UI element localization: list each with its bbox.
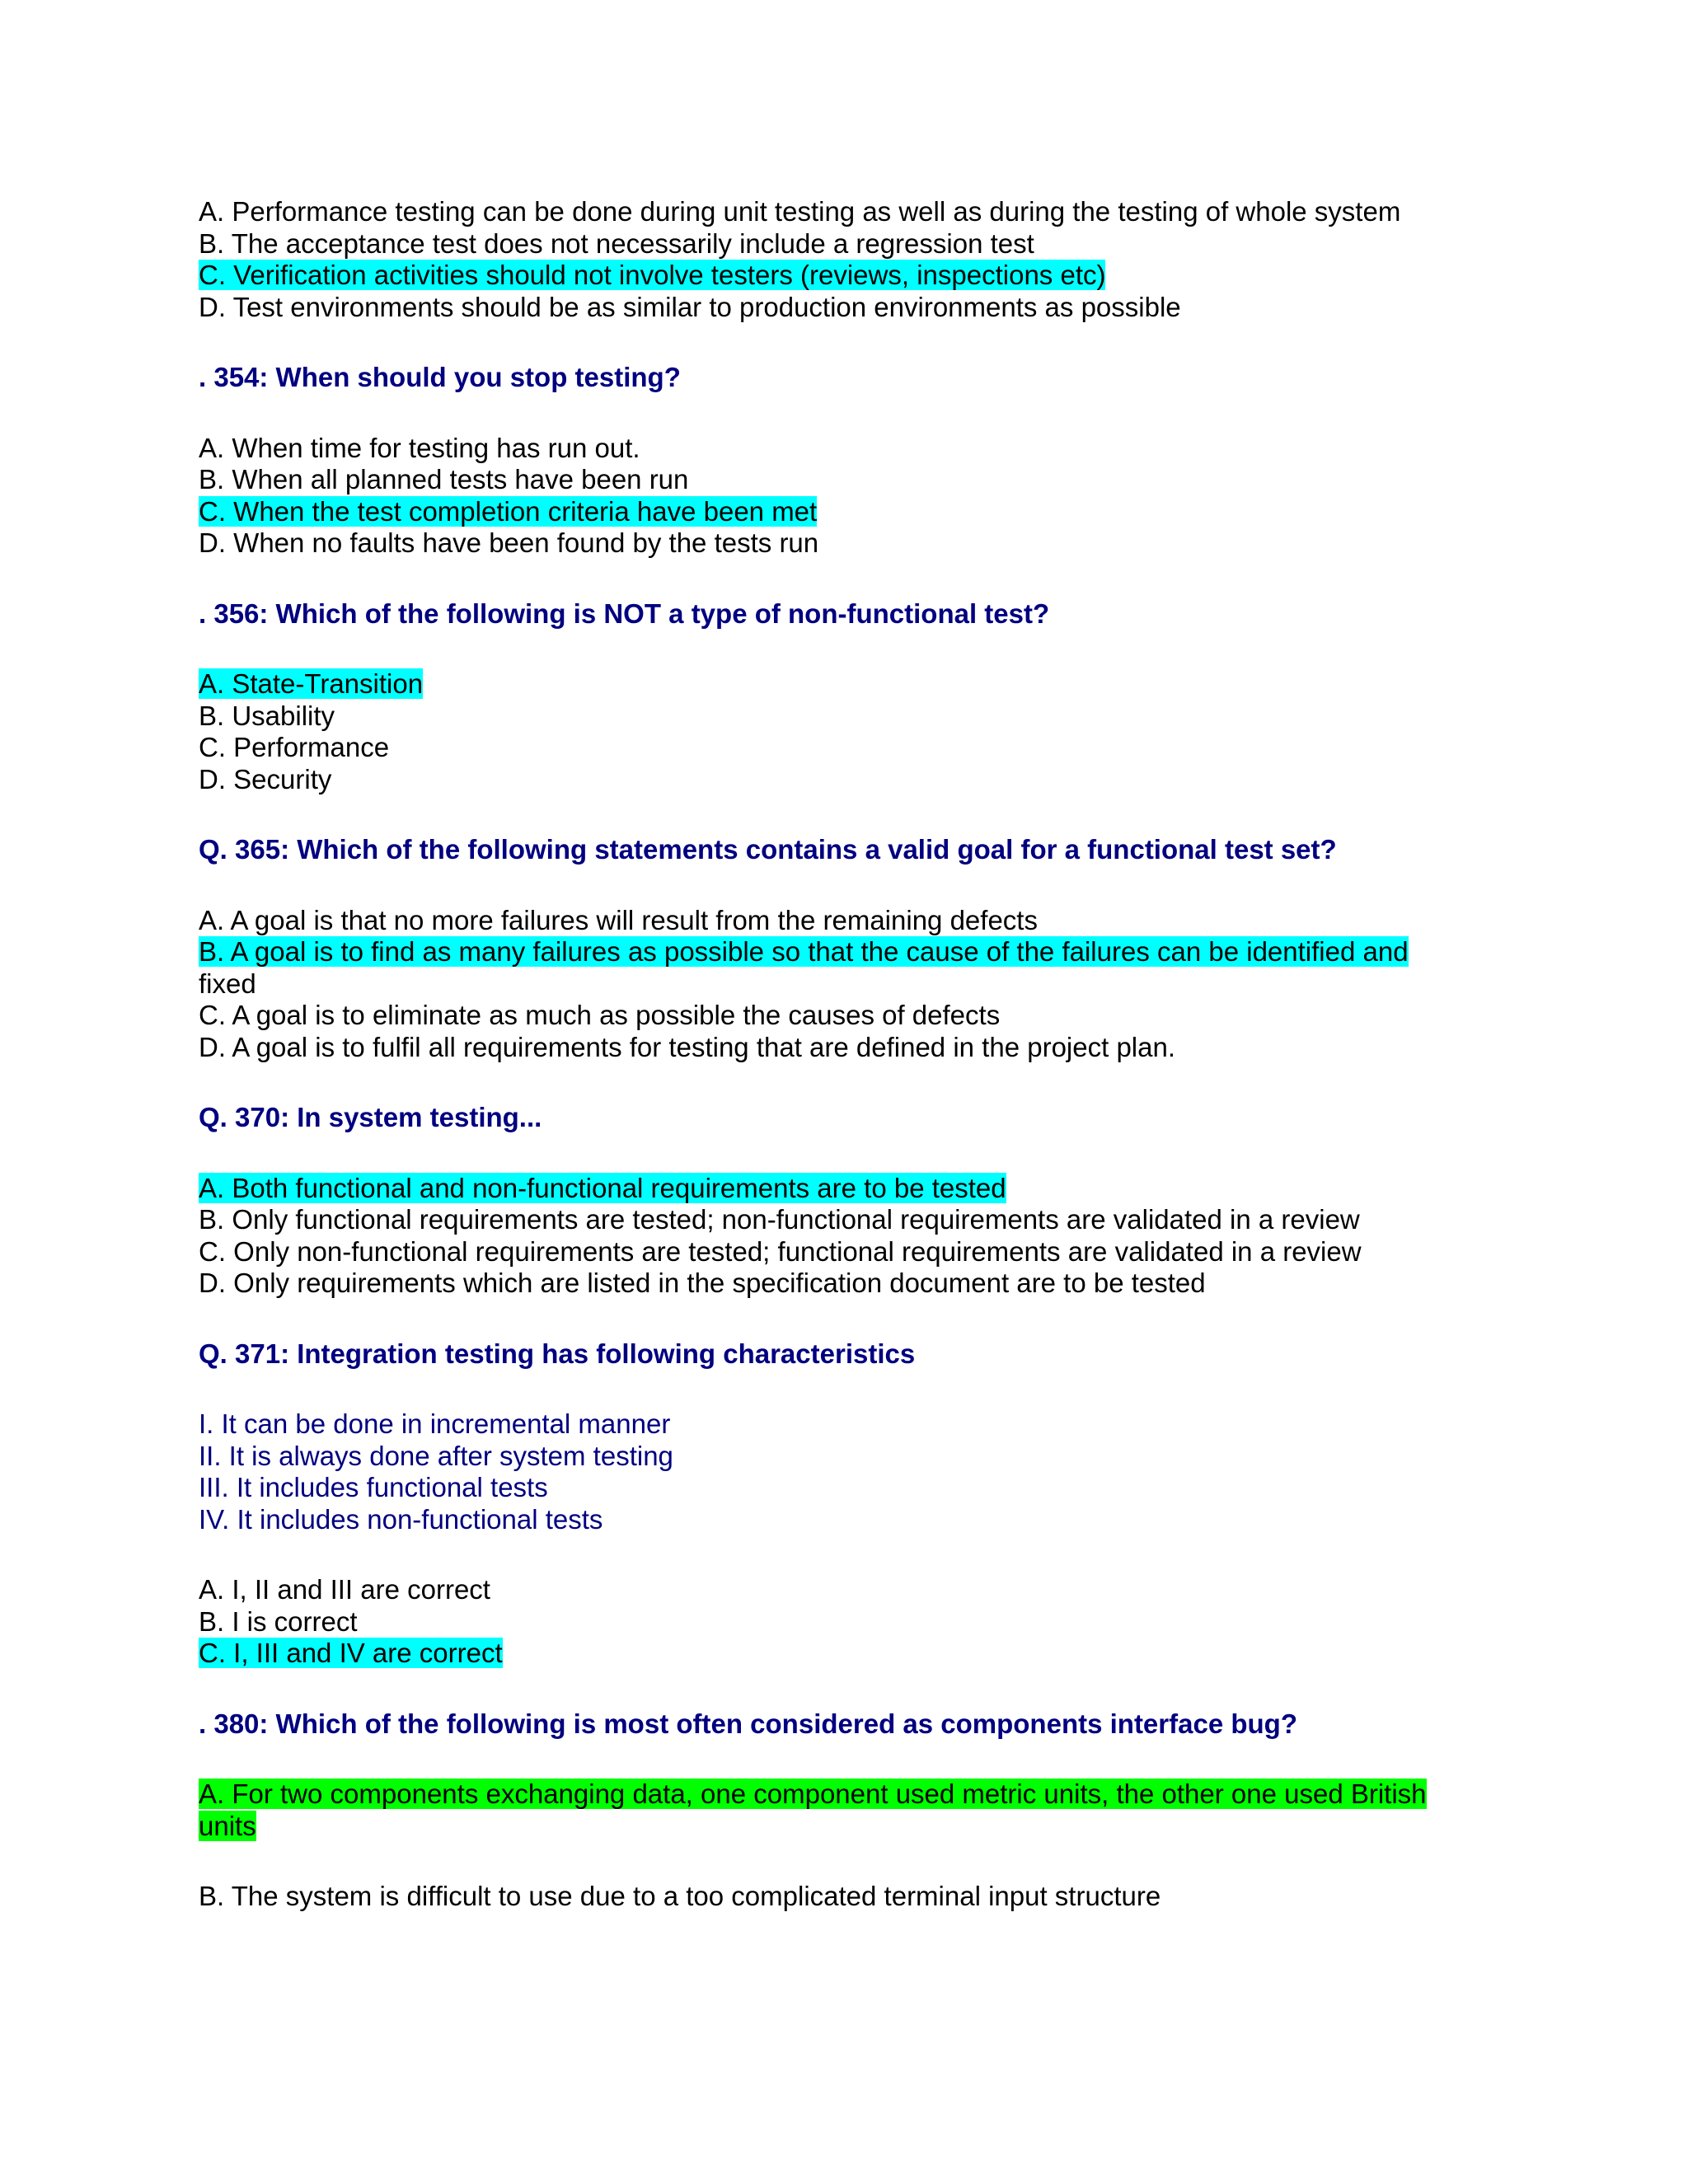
- q371-statement-iii: III. It includes functional tests: [199, 1472, 548, 1502]
- q365-option-b-highlight: B. A goal is to find as many failures as possible so that the cause of the failures can be identified and: [199, 936, 1409, 967]
- q371-option-c-highlight: C. I, III and IV are correct: [199, 1638, 503, 1668]
- q370-option-a: [199, 1173, 1517, 1205]
- q371-option-c: [199, 1638, 1517, 1670]
- q371-option-b: B. I is correct: [199, 1605, 358, 1637]
- q365-question: Q. 365: Which of the following statements contains a valid goal for a functional test set?: [199, 834, 1337, 865]
- q354-options: [199, 433, 1517, 560]
- q380-question: . 380: Which of the following is most often considered as components interface bug?: [199, 1708, 1297, 1739]
- q354-option-a: A. When time for testing has run out.: [199, 432, 640, 463]
- q354-option-c-highlight: C. When the test completion criteria have been met: [199, 495, 818, 527]
- q354-question: . 354: When should you stop testing?: [199, 362, 681, 392]
- q353-option-a: A. Performance testing can be done during unit testing as well as during the testing of whole system: [199, 196, 1401, 227]
- q371-statement-ii: II. It is always done after system testing: [199, 1440, 673, 1471]
- q380-options: [199, 1779, 1517, 1913]
- q353-option-d: D. Test environments should be as similar to production environments as possible: [199, 291, 1181, 322]
- q380-option-a-highlight-1: A. For two components exchanging data, one component used metric units, the other one used British: [199, 1779, 1427, 1809]
- document-content: [199, 196, 1517, 1913]
- q356-option-d: D. Security: [199, 763, 332, 794]
- q380-option-a-highlight-2: units: [199, 1810, 256, 1841]
- q354-option-b: B. When all planned tests have been run: [199, 464, 689, 494]
- q365-option-c: C. A goal is to eliminate as much as possible the causes of defects: [199, 1000, 1001, 1030]
- q370-option-a-highlight: A. Both functional and non-functional requirements are to be tested: [199, 1172, 1006, 1203]
- q356-option-a-highlight: A. State-Transition: [199, 668, 424, 699]
- q353-options: [199, 196, 1517, 323]
- q353-option-c-highlight: C. Verification activities should not involve testers (reviews, inspections etc): [199, 260, 1106, 290]
- q371-question: Q. 371: Integration testing has following characteristics: [199, 1338, 916, 1369]
- q365-option-b-line2: fixed: [199, 968, 256, 999]
- q356-options: [199, 668, 1517, 795]
- q365-option-a: A. A goal is that no more failures will result from the remaining defects: [199, 904, 1038, 935]
- q371-statement-i: I. It can be done in incremental manner: [199, 1408, 671, 1439]
- q353-option-b: B. The acceptance test does not necessarily include a regression test: [199, 227, 1034, 259]
- q371-statement-iv: IV. It includes non-functional tests: [199, 1503, 603, 1535]
- q371-statements: [199, 1408, 1517, 1535]
- q380-option-b: B. The system is difficult to use due to a too complicated terminal input structure: [199, 1881, 1161, 1911]
- q370-option-b: B. Only functional requirements are tested; non-functional requirements are validated in a review: [199, 1204, 1360, 1235]
- q370-option-c: C. Only non-functional requirements are tested; functional requirements are validated in a review: [199, 1235, 1362, 1267]
- q371-options: [199, 1574, 1517, 1670]
- q380-option-a-line1: [199, 1779, 1517, 1811]
- q356-option-b: B. Usability: [199, 700, 335, 731]
- q354-option-c: [199, 496, 1517, 528]
- q365-option-b-line1: [199, 936, 1517, 968]
- q380-option-a-line2: [199, 1811, 1517, 1843]
- q371-option-a: A. I, II and III are correct: [199, 1574, 490, 1605]
- q356-option-c: C. Performance: [199, 732, 390, 762]
- q365-options: [199, 905, 1517, 1064]
- q370-question: Q. 370: In system testing...: [199, 1102, 542, 1132]
- q370-option-d: D. Only requirements which are listed in the specification document are to be tested: [199, 1268, 1206, 1298]
- q354-option-d: D. When no faults have been found by the tests run: [199, 527, 819, 558]
- q370-options: [199, 1173, 1517, 1300]
- q356-question: . 356: Which of the following is NOT a type of non-functional test?: [199, 598, 1050, 629]
- q356-option-a: [199, 668, 1517, 701]
- q353-option-c: [199, 260, 1517, 292]
- q365-option-d: D. A goal is to fulfil all requirements for testing that are defined in the project plan.: [199, 1031, 1176, 1062]
